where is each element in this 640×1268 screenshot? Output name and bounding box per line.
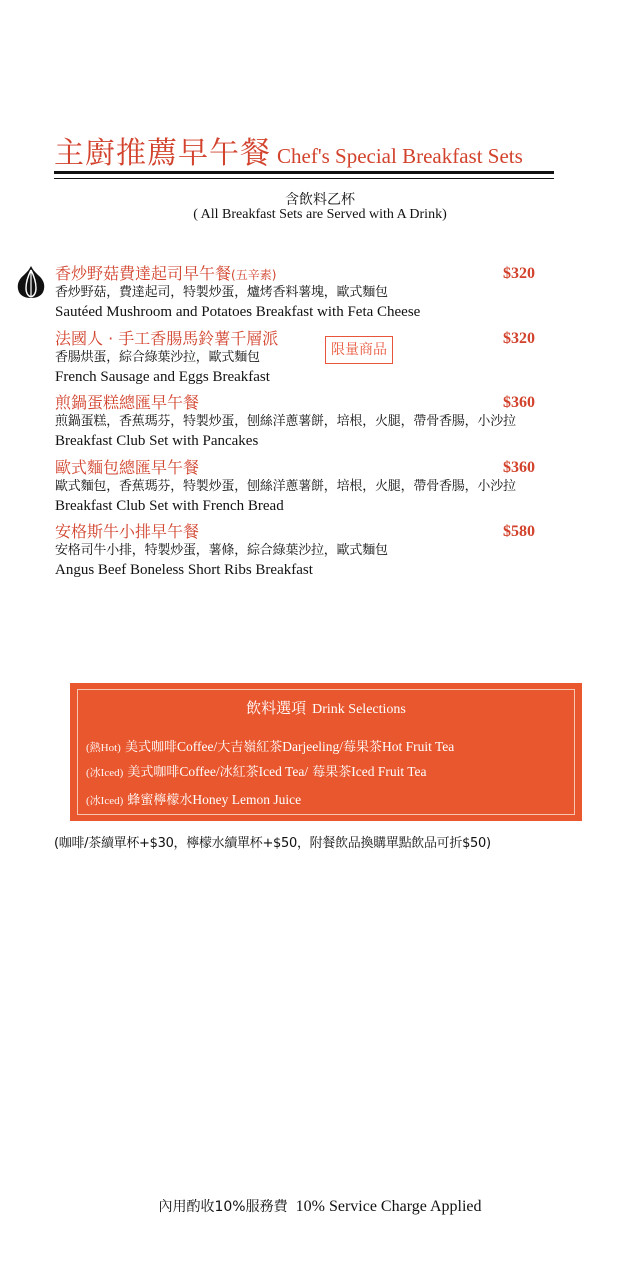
item-en: French Sausage and Eggs Breakfast bbox=[55, 369, 270, 385]
item-name: 法國人 · 手工香腸馬鈴薯千層派 bbox=[55, 329, 279, 348]
service-charge bbox=[0, 1196, 640, 1216]
item-en: Breakfast Club Set with Pancakes bbox=[55, 433, 259, 449]
drink-line-iced: (冰Iced) 美式咖啡Coffee/冰紅茶Iced Tea/ 莓果茶Iced Fruit Tea bbox=[86, 764, 427, 780]
limited-badge: 限量商品 bbox=[325, 336, 393, 364]
drink-selections-title bbox=[70, 697, 582, 718]
item-name: 香炒野菇費達起司早午餐 bbox=[55, 264, 232, 283]
item-desc: 歐式麵包，香蕉瑪芬，特製炒蛋，刨絲洋蔥薯餅，培根，火腿，帶骨香腸，小沙拉 bbox=[55, 479, 516, 494]
drink-selections-box bbox=[70, 683, 582, 821]
title-rule-thick bbox=[54, 171, 554, 174]
drink-title-zh: 飲料選項 bbox=[246, 699, 307, 717]
item-price: $580 bbox=[503, 523, 535, 540]
item-desc: 煎鍋蛋糕，香蕉瑪芬，特製炒蛋，刨絲洋蔥薯餅，培根，火腿，帶骨香腸，小沙拉 bbox=[55, 414, 516, 429]
title-rule-thin bbox=[54, 178, 554, 179]
service-zh: 內用酌收10%服務費 bbox=[158, 1199, 288, 1215]
title-en: Chef's Special Breakfast Sets bbox=[277, 144, 523, 168]
drink-note-zh: 含飲料乙杯 bbox=[285, 192, 355, 208]
item-price: $360 bbox=[503, 394, 535, 411]
item-en: Sautéed Mushroom and Potatoes Breakfast with Feta Cheese bbox=[55, 304, 421, 320]
refill-note: (咖啡/茶續單杯+$30，檸檬水續單杯+$50，附餐飲品換購單點飲品可折$50) bbox=[54, 836, 491, 851]
menu-item-angus-beef bbox=[55, 522, 615, 580]
menu-item-pancakes bbox=[55, 393, 615, 451]
drink-title-en: Drink Selections bbox=[312, 702, 406, 717]
service-en: 10% Service Charge Applied bbox=[295, 1198, 482, 1215]
item-desc: 香炒野菇，費達起司，特製炒蛋，爐烤香料薯塊，歐式麵包 bbox=[55, 285, 388, 300]
item-name: 煎鍋蛋糕總匯早午餐 bbox=[55, 393, 200, 412]
item-price: $320 bbox=[503, 330, 535, 347]
item-en: Breakfast Club Set with French Bread bbox=[55, 498, 284, 514]
menu-item-mushroom bbox=[55, 264, 615, 322]
drink-line-lemon: (冰Iced) 蜂蜜檸檬水Honey Lemon Juice bbox=[86, 792, 302, 808]
item-desc: 安格司牛小排，特製炒蛋，薯條，綜合綠葉沙拉，歐式麵包 bbox=[55, 543, 388, 558]
title-zh: 主廚推薦早午餐 bbox=[54, 136, 271, 171]
item-price: $360 bbox=[503, 459, 535, 476]
item-price: $320 bbox=[503, 265, 535, 282]
item-name: 歐式麵包總匯早午餐 bbox=[55, 458, 200, 477]
onion-icon bbox=[16, 264, 46, 300]
item-name: 安格斯牛小排早午餐 bbox=[55, 522, 200, 541]
item-suffix: (五辛素) bbox=[231, 268, 277, 282]
drink-note-en: ( All Breakfast Sets are Served with A Drink) bbox=[193, 207, 447, 222]
item-desc: 香腸烘蛋，綜合綠葉沙拉，歐式麵包 bbox=[55, 350, 260, 365]
menu-title bbox=[54, 128, 523, 172]
menu-item-french-bread bbox=[55, 458, 615, 516]
drink-line-hot: (熱Hot) 美式咖啡Coffee/大吉嶺紅茶Darjeeling/莓果茶Hot Fruit Tea bbox=[86, 739, 455, 755]
item-en: Angus Beef Boneless Short Ribs Breakfast bbox=[55, 562, 313, 578]
